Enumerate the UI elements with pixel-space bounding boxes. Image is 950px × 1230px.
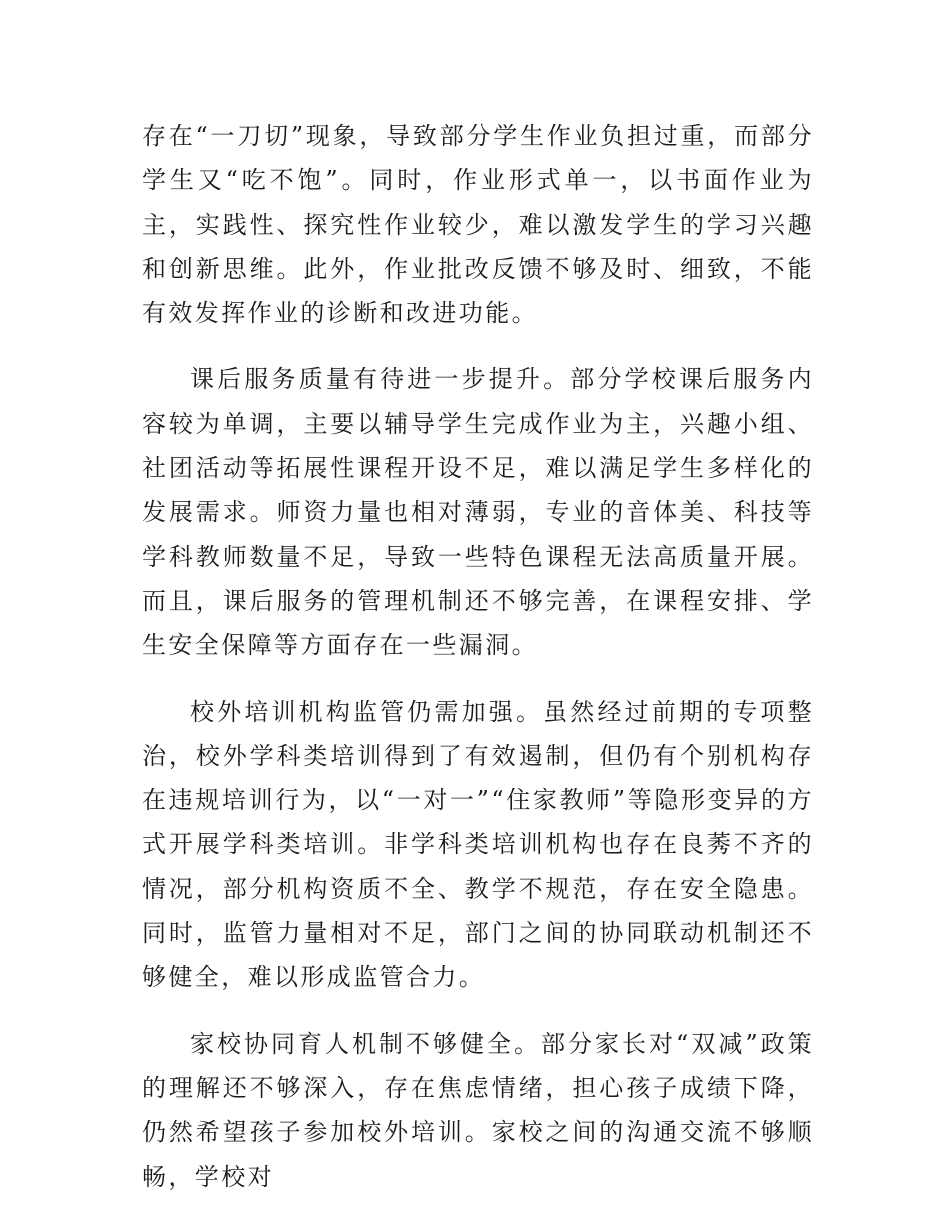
paragraph-homework-continued: 存在“一刀切”现象，导致部分学生作业负担过重，而部分学生又“吃不饱”。同时，作业形式单一，以书面作业为主，实践性、探究性作业较少，难以激发学生的学习兴趣和创新思维。此外，作业批改反馈不够及时、细致，不能有效发挥作业的诊断和改进功能。 xyxy=(142,122,814,328)
paragraph-training-supervision: 校外培训机构监管仍需加强。虽然经过前期的专项整治，校外学科类培训得到了有效遏制，但仍有个别机构存在违规培训行为，以“一对一”“住家教师”等隐形变异的方式开展学科类培训。非学科类培训机构也存在良莠不齐的情况，部分机构资质不全、教学不规范，存在安全隐患。同时，监管力量相对不足，部门之间的协同联动机制还不够健全，难以形成监管合力。 xyxy=(142,697,814,992)
document-body xyxy=(142,114,814,1221)
paragraph-home-school-cooperation: 家校协同育人机制不够健全。部分家长对“双减”政策的理解还不够深入，存在焦虑情绪，担心孩子成绩下降，仍然希望孩子参加校外培训。家校之间的沟通交流不够顺畅，学校对 xyxy=(142,1029,814,1191)
paragraph-after-school-service: 课后服务质量有待进一步提升。部分学校课后服务内容较为单调，主要以辅导学生完成作业为主，兴趣小组、社团活动等拓展性课程开设不足，难以满足学生多样化的发展需求。师资力量也相对薄弱，专业的音体美、科技等学科教师数量不足，导致一些特色课程无法高质量开展。而且，课后服务的管理机制还不够完善，在课程安排、学生安全保障等方面存在一些漏洞。 xyxy=(142,365,814,660)
